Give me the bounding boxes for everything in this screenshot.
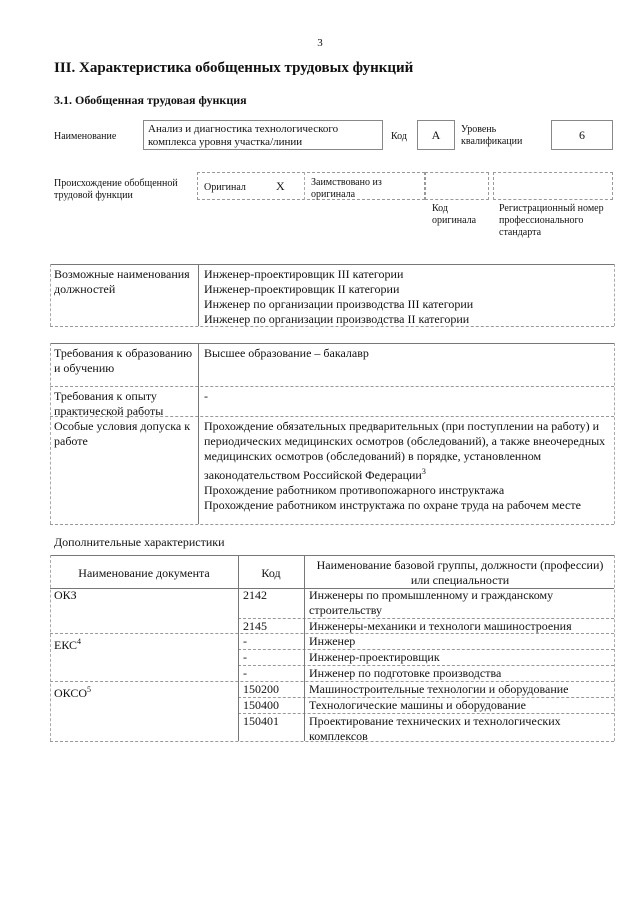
row-code: 2145 [243,619,267,633]
position-item: Инженер-проектировщик II категории [204,282,400,296]
additional-title: Дополнительные характеристики [54,535,225,549]
admission-value [204,419,608,513]
row-code: - [243,634,247,648]
row-doc: ОКЗ [54,588,77,602]
row-code: 150400 [243,698,279,712]
admission-label: Особые условия допуска к работе [54,419,191,448]
header-doc: Наименование документа [78,566,210,580]
position-item: Инженер по организации производства II категории [204,312,470,326]
row-name: Инженеры-механики и технологи машиностроения [309,619,572,633]
row-name: Инженеры по промышленному и гражданскому строительству [309,588,554,617]
positions-label: Возможные наименования должностей [54,267,190,296]
row-name: Инженер по подготовке производства [309,666,502,680]
code-label: Код [391,131,407,142]
origin-label: Происхождение обобщенной трудовой функции [54,178,178,201]
original-mark: X [276,179,285,193]
footnote-mark: 5 [87,685,92,694]
row-name: Инженер [309,634,356,648]
row-code: 150200 [243,682,279,696]
footnote-mark: 3 [421,467,426,476]
row-name: Инженер-проектировщик [309,650,440,664]
admission-line: Прохождение работником противопожарного инструктажа [204,483,505,497]
education-value: Высшее образование – бакалавр [204,346,369,360]
row-name: Технологические машины и оборудование [309,698,526,712]
reg-number-label: Регистрационный номер профессионального стандарта [499,203,604,238]
education-label: Требования к образованию и обучению [54,346,193,375]
row-doc: ОКСО$^5$ [54,685,92,700]
header-name: Наименование базовой группы, должности (профессии) или специальности [316,558,604,587]
row-name: Проектирование технических и технологических комплексов [309,714,561,743]
row-code: - [243,650,247,664]
section-title: III. Характеристика обобщенных трудовых функций [54,60,414,76]
name-value: Анализ и диагностика технологического комплекса уровня участка/линии [143,120,383,150]
page-number: 3 [317,37,323,49]
positions-list [204,267,612,327]
code-value: А [417,120,455,150]
name-label: Наименование [54,131,117,142]
header-code: Код [261,566,281,580]
row-name: Машиностроительные технологии и оборудование [309,682,569,696]
row-code: 150401 [243,714,279,728]
level-label: Уровень квалификации [461,124,523,147]
code-original-label: Код оригинала [432,203,477,226]
code-original-box [425,172,489,200]
borrowed-label: Заимствовано из оригинала [311,177,382,200]
row-doc: ЕКС$^4$ [54,637,82,652]
footnote-mark: 4 [77,637,82,646]
admission-line: Прохождение работником инструктажа по охране труда на рабочем месте [204,498,581,512]
position-item: Инженер-проектировщик III категории [204,267,404,281]
reg-number-box [493,172,613,200]
subsection-title: 3.1. Обобщенная трудовая функция [54,93,247,107]
row-code: 2142 [243,588,267,602]
experience-label: Требования к опыту практической работы [54,389,164,418]
experience-value: - [204,389,208,403]
position-item: Инженер по организации производства III категории [204,297,474,311]
admission-line: Прохождение обязательных предварительных (при поступлении на работу) и периодических медицинских осмотров (обследований), а также внеочередных медицинских осмотров (обследований) в порядке, установленном законодательством Российской Федерации$^3$ [204,419,606,482]
level-value: 6 [551,120,613,150]
row-code: - [243,666,247,680]
original-label: Оригинал [204,182,246,193]
